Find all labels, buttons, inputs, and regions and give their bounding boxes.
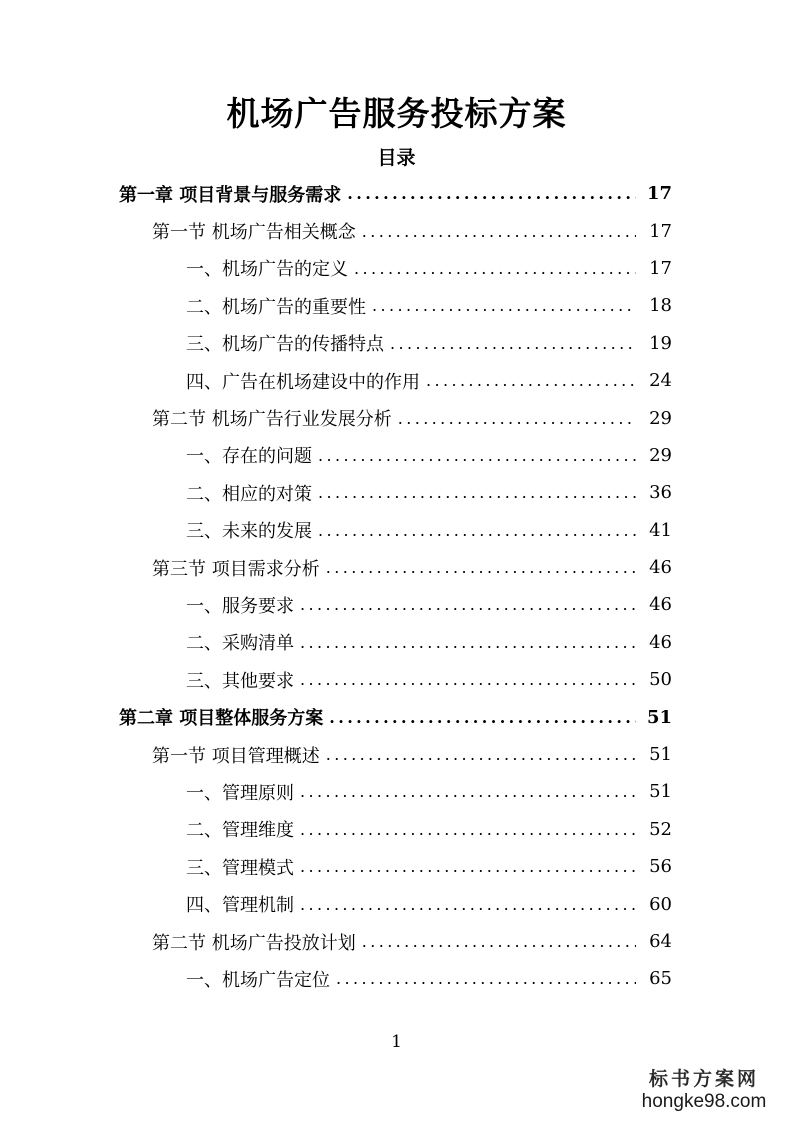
table-of-contents — [0, 175, 793, 998]
toc-section-entry[interactable] — [0, 399, 793, 436]
toc-dot-leader — [426, 371, 636, 390]
toc-subsection-entry[interactable] — [0, 474, 793, 511]
toc-subsection-entry[interactable] — [0, 661, 793, 698]
toc-subsection-entry[interactable] — [0, 250, 793, 287]
toc-entry-page: 51 — [649, 744, 672, 766]
toc-dot-leader — [354, 259, 636, 278]
toc-entry-label: 第二章 项目整体服务方案 — [119, 708, 324, 730]
toc-chapter-entry[interactable] — [0, 175, 793, 212]
toc-entry-label: 二、机场广告的重要性 — [186, 296, 366, 318]
toc-entry-page: 46 — [649, 631, 672, 653]
toc-dot-leader — [390, 334, 636, 353]
toc-entry-label: 一、服务要求 — [186, 595, 294, 617]
toc-subsection-entry[interactable] — [0, 325, 793, 362]
toc-dot-leader — [329, 708, 636, 727]
toc-section-entry[interactable] — [0, 212, 793, 249]
page-number: 1 — [391, 1032, 402, 1052]
toc-subsection-entry[interactable] — [0, 811, 793, 848]
toc-entry-page: 51 — [646, 706, 672, 728]
toc-dot-leader — [326, 558, 636, 577]
toc-entry-label: 三、管理模式 — [186, 857, 294, 879]
toc-entry-label: 一、管理原则 — [186, 782, 294, 804]
toc-entry-label: 第二节 机场广告投放计划 — [152, 932, 356, 954]
toc-dot-leader — [300, 595, 636, 614]
toc-entry-page: 65 — [649, 968, 672, 990]
toc-subsection-entry[interactable] — [0, 624, 793, 661]
toc-entry-page: 17 — [649, 220, 672, 242]
toc-entry-label: 第一节 机场广告相关概念 — [152, 222, 356, 244]
toc-dot-leader — [300, 670, 636, 689]
toc-entry-page: 24 — [649, 370, 672, 392]
toc-entry-label: 第一节 项目管理概述 — [152, 745, 320, 767]
toc-entry-page: 50 — [649, 669, 672, 691]
toc-entry-label: 三、未来的发展 — [186, 521, 312, 543]
toc-chapter-entry[interactable] — [0, 698, 793, 735]
toc-subsection-entry[interactable] — [0, 885, 793, 922]
watermark-domain: hongke98.com — [641, 1091, 767, 1112]
toc-entry-page: 36 — [649, 482, 672, 504]
toc-subsection-entry[interactable] — [0, 287, 793, 324]
toc-entry-label: 第二节 机场广告行业发展分析 — [152, 409, 392, 431]
toc-entry-label: 二、相应的对策 — [186, 483, 312, 505]
toc-entry-page: 19 — [649, 332, 672, 354]
toc-entry-page: 51 — [649, 781, 672, 803]
toc-subsection-entry[interactable] — [0, 848, 793, 885]
toc-dot-leader — [326, 745, 636, 764]
toc-entry-label: 二、采购清单 — [186, 633, 294, 655]
toc-dot-leader — [398, 409, 636, 428]
toc-entry-page: 46 — [649, 557, 672, 579]
toc-entry-label: 一、机场广告的定义 — [186, 259, 348, 281]
toc-dot-leader — [318, 521, 636, 540]
toc-entry-label: 二、管理维度 — [186, 820, 294, 842]
toc-dot-leader — [362, 222, 636, 241]
toc-dot-leader — [300, 857, 636, 876]
toc-dot-leader — [347, 184, 636, 203]
toc-entry-page: 52 — [649, 818, 672, 840]
toc-dot-leader — [300, 895, 636, 914]
toc-dot-leader — [362, 932, 636, 951]
toc-entry-page: 60 — [649, 893, 672, 915]
toc-entry-label: 三、其他要求 — [186, 670, 294, 692]
watermark — [629, 1068, 779, 1114]
toc-entry-page: 29 — [649, 407, 672, 429]
toc-subsection-entry[interactable] — [0, 773, 793, 810]
toc-dot-leader — [372, 296, 636, 315]
toc-entry-label: 第三节 项目需求分析 — [152, 558, 320, 580]
toc-dot-leader — [300, 633, 636, 652]
toc-entry-label: 第一章 项目背景与服务需求 — [119, 184, 342, 206]
toc-entry-page: 17 — [646, 183, 672, 205]
toc-dot-leader — [336, 969, 636, 988]
toc-dot-leader — [300, 820, 636, 839]
toc-section-entry[interactable] — [0, 549, 793, 586]
toc-entry-page: 64 — [649, 931, 672, 952]
toc-subsection-entry[interactable] — [0, 437, 793, 474]
toc-entry-page: 18 — [649, 295, 672, 317]
watermark-site-name: 标书方案网 — [648, 1068, 759, 1090]
toc-subsection-entry[interactable] — [0, 586, 793, 623]
toc-entry-page: 29 — [649, 444, 672, 466]
toc-entry-label: 一、机场广告定位 — [186, 969, 330, 991]
toc-subsection-entry[interactable] — [0, 362, 793, 399]
toc-subsection-entry[interactable] — [0, 512, 793, 549]
toc-entry-page: 41 — [649, 519, 672, 541]
toc-subsection-entry[interactable] — [0, 960, 793, 997]
toc-entry-label: 一、存在的问题 — [186, 446, 312, 468]
toc-entry-page: 46 — [649, 594, 672, 616]
toc-section-entry[interactable] — [0, 923, 793, 960]
toc-heading: 目录 — [377, 147, 416, 169]
toc-entry-page: 17 — [649, 257, 672, 279]
document-title: 机场广告服务投标方案 — [226, 94, 567, 133]
toc-dot-leader — [318, 483, 636, 502]
toc-entry-page: 56 — [649, 856, 672, 878]
toc-section-entry[interactable] — [0, 736, 793, 773]
toc-entry-label: 四、管理机制 — [186, 895, 294, 917]
toc-dot-leader — [318, 446, 636, 465]
toc-dot-leader — [300, 782, 636, 801]
toc-entry-label: 三、机场广告的传播特点 — [186, 334, 384, 356]
toc-entry-label: 四、广告在机场建设中的作用 — [186, 371, 420, 393]
